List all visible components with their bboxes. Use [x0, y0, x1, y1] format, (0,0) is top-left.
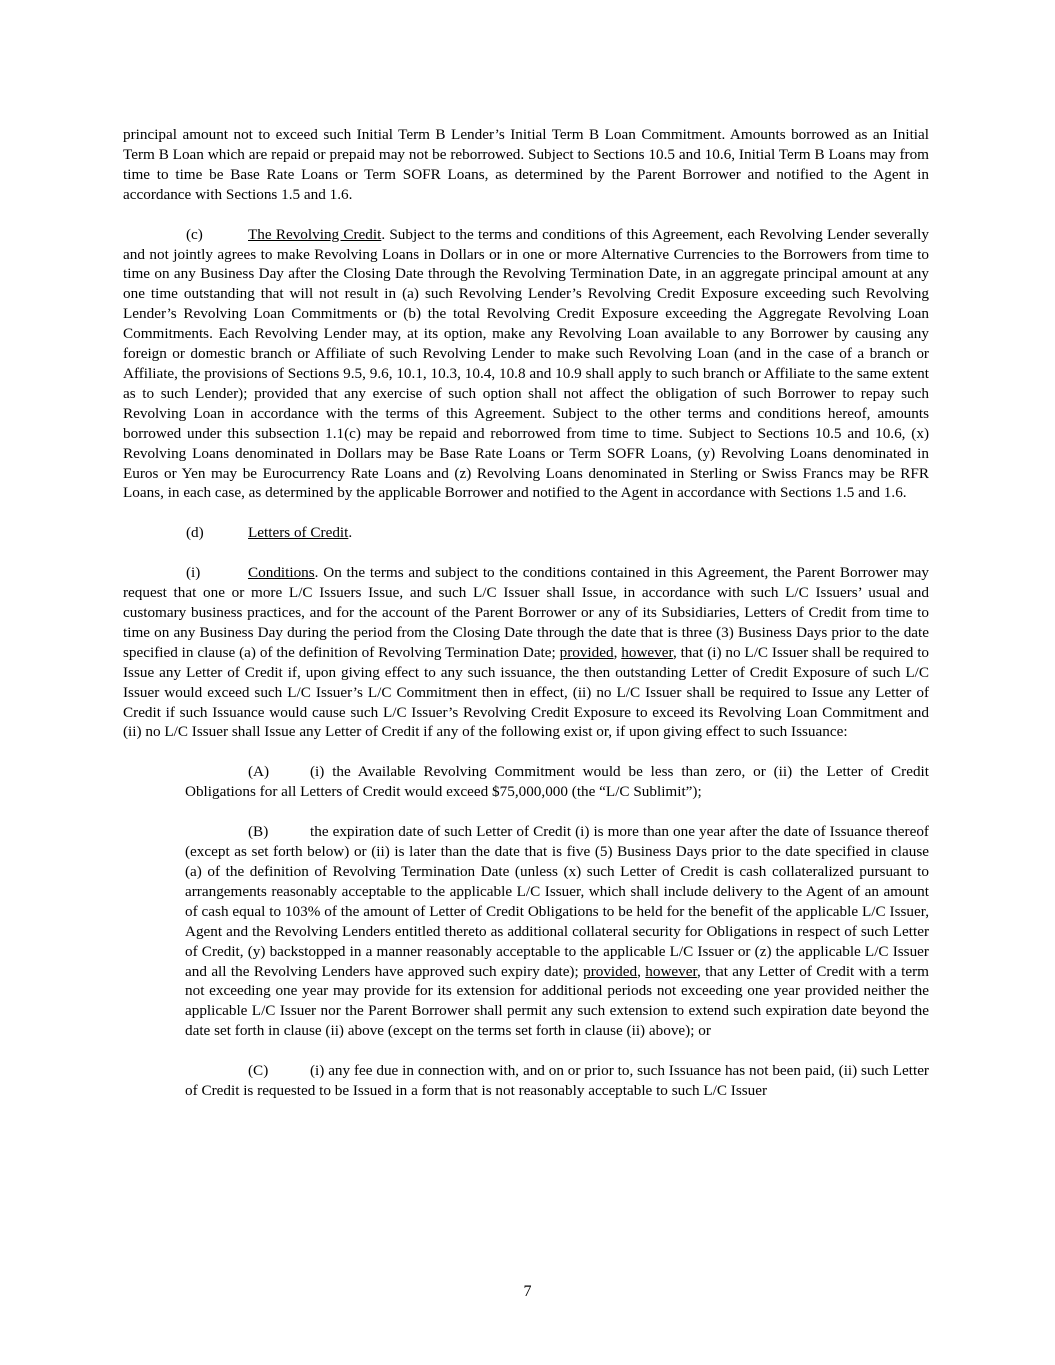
paragraph-d-letters-of-credit — [123, 523, 929, 543]
paragraph-c-revolving-credit — [123, 225, 929, 504]
paragraph-i-conditions — [123, 563, 929, 742]
clause-label-i: (i) — [186, 564, 201, 582]
paragraph-A — [123, 762, 929, 802]
paragraph-A-text: (i) the Available Revolving Commitment would be less than zero, or (ii) the Letter of Credit Obligations for all Letters of Credit would exceed $75,000,000 (the “L/C Sublimit”); — [185, 763, 929, 801]
paragraph-B-text-1: the expiration date of such Letter of Credit (i) is more than one year after the date of Issuance thereof (except as set forth below) or (ii) is later than the date that is five (5) Business Days prior to the date specified in clause (a) of the definition of Revolving Termination Date (unless (x) such Letter of Credit is cash collateralized pursuant to arrangements reasonably acceptable to the applicable L/C Issuer, which shall include delivery to the Agent of an amount of cash equal to 103% of the amount of Letter of Credit Obligations to be held for the benefit of the applicable L/C Issuer, Agent and the Revolving Lenders entitled thereto as additional collateral security for Obligations in respect of such Letter of Credit, (y) backstopped in a manner reasonably acceptable to the applicable L/C Issuer or (z) the applicable L/C Issuer and all the Revolving Lenders have approved such expiry date); — [185, 823, 929, 980]
page-number: 7 — [523, 1283, 532, 1300]
term-however: however — [621, 643, 673, 661]
separator: , — [637, 962, 646, 980]
paragraph-i-text-2: , that (i) no L/C Issuer shall be required to Issue any Letter of Credit if, upon giving effect to any such issuance, the then outstanding Letter of Credit Exposure of such L/C Issuer would exceed such L/C Issuer’s L/C Commitment then in effect, (ii) no L/C Issuer shall be required to Issue any Letter of Credit if such Issuance would cause such L/C Issuer’s Revolving Credit Exposure to exceed its Revolving Loan Commitment and (ii) no L/C Issuer shall Issue any Letter of Credit if any of the following exist or, if upon giving effect to such Issuance: — [123, 643, 930, 741]
paragraph-C-text: (i) any fee due in connection with, and on or prior to, such Issuance has not been paid, (ii) such Letter of Credit is requested to be Issued in a form that is not reasonably acceptable to such L/C Issuer — [185, 1062, 929, 1100]
term-provided: provided — [583, 962, 638, 980]
paragraph-term-b-continuation: principal amount not to exceed such Initial Term B Lender’s Initial Term B Loan Commitment. Amounts borrowed as an Initial Term B Loan which are repaid or prepaid may not be reborrowed. Subject to Sections 10.5 and 10.6, Initial Term B Loans may from time to time be Base Rate Loans or Term SOFR Loans, as determined by the Parent Borrower and notified to the Agent in accordance with Sections 1.5 and 1.6. — [123, 126, 929, 203]
clause-label-C: (C) — [248, 1062, 269, 1080]
heading-conditions: Conditions — [248, 564, 315, 582]
heading-revolving-credit: The Revolving Credit — [248, 225, 382, 243]
paragraph-C — [123, 1061, 929, 1101]
separator: , — [613, 643, 622, 661]
clause-label-B: (B) — [248, 823, 269, 841]
term-provided: provided — [559, 643, 614, 661]
paragraph-i-text-1: . On the terms and subject to the conditions contained in this Agreement, the Parent Borrower may request that one or more L/C Issuers Issue, and such L/C Issuer shall Issue, in accordance with such L/C Issuers’ usual and customary business practices, and for the account of the Parent Borrower or any of its Subsidiaries, Letters of Credit from time to time on any Business Day during the period from the Closing Date through the date that is three (3) Business Days prior to the date specified in clause (a) of the definition of Revolving Termination Date; — [123, 564, 929, 661]
paragraph-B-text-2: , that any Letter of Credit with a term not exceeding one year may provide for its extension for additional periods not exceeding one year provided neither the applicable L/C Issuer nor the Parent Borrower shall permit any such extension to extend such expiration date beyond the date set forth in clause (ii) above (except on the terms set forth in clause (ii) above); or — [185, 962, 929, 1040]
heading-letters-of-credit: Letters of Credit — [248, 524, 349, 542]
paragraph-B — [123, 822, 929, 1041]
clause-label-c: (c) — [186, 225, 203, 243]
heading-d-period: . — [348, 524, 353, 542]
clause-label-d: (d) — [186, 524, 204, 542]
clause-label-A: (A) — [248, 763, 270, 781]
paragraph-c-text: . Subject to the terms and conditions of this Agreement, each Revolving Lender severally and not jointly agrees to make Revolving Loans in Dollars or in one or more Alternative Currencies to the Borrowers from time to time on any Business Day after the Closing Date through the Revolving Termination Date, in an aggregate principal amount at any one time outstanding that will not result in (a) such Revolving Lender’s Revolving Credit Exposure exceeding such Revolving Lender’s Revolving Loan Commitments or (b) the total Revolving Credit Exposure exceeding the Aggregate Revolving Loan Commitments. Each Revolving Lender may, at its option, make any Revolving Loan available to any Borrower by causing any foreign or domestic branch or Affiliate of such Revolving Lender to make such Revolving Loan (and in the case of a branch or Affiliate, the provisions of Sections 9.5, 9.6, 10.1, 10.3, 10.4, 10.8 and 10.9 shall apply to such branch or Affiliate to the same extent as to such Lender); provided that any exercise of such option shall not affect the obligation of such Borrower to repay such Revolving Loan in accordance with the terms of this Agreement. Subject to the other terms and conditions hereof, amounts borrowed under this subsection 1.1(c) may be repaid and reborrowed from time to time. Subject to Sections 10.5 and 10.6, (x) Revolving Loans denominated in Dollars may be Base Rate Loans or Term SOFR Loans, (y) Revolving Loans denominated in Euros or Yen may be Eurocurrency Rate Loans and (z) Revolving Loans denominated in Sterling or Swiss Francs may be RFR Loans, in each case, as determined by the applicable Borrower and notified to the Agent in accordance with Sections 1.5 and 1.6. — [123, 225, 929, 502]
term-however: however — [645, 962, 697, 980]
